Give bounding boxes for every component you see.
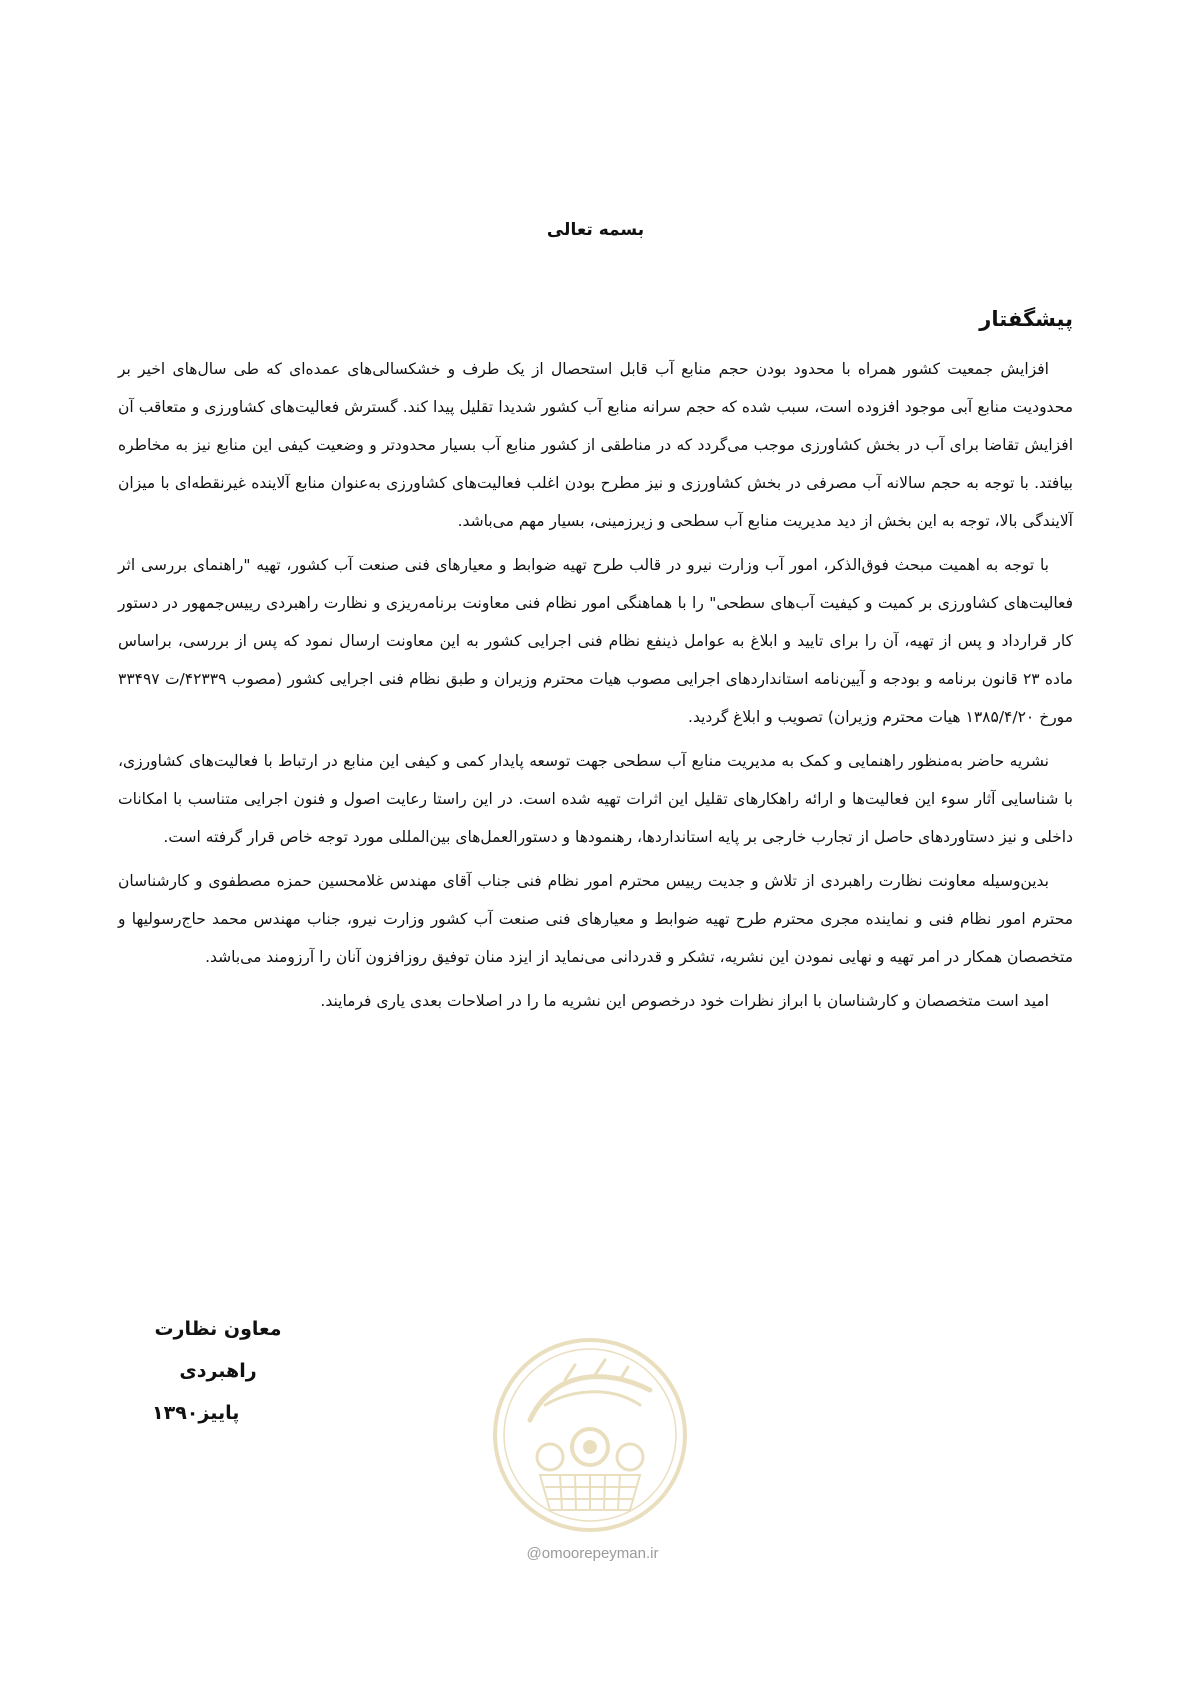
paragraph-2: با توجه به اهمیت مبحث فوق‌الذکر، امور آب وزارت نیرو در قالب طرح تهیه ضوابط و معیارهای فنی صنعت آب کشور، تهیه "راهنمای بررسی اثر فعالیت‌های کشاورزی بر کمیت و کیفیت آب‌های سطحی" را با هماهنگی امور نظام فنی معاونت برنامه‌ریزی و نظارت راهبردی رییس‌جمهور در دستور کار قرارداد و پس از تهیه، آن را برای تایید و ابلاغ به عوامل ذینفع نظام فنی اجرایی کشور به این معاونت ارسال نمود که پس از بررسی، براساس ماده ۲۳ قانون برنامه و بودجه و آیین‌نامه استانداردهای اجرایی مصوب هیات محترم وزیران و طبق نظام فنی اجرایی کشور (مصوب ۴۲۳۳۹/ت ۳۳۴۹۷ مورخ ۱۳۸۵/۴/۲۰ هیات محترم وزیران) تصویب و ابلاغ گردید. [118, 556, 1073, 726]
watermark-seal-logo [490, 1335, 690, 1535]
paragraph-5: امید است متخصصان و کارشناسان با ابراز نظرات خود درخصوص این نشریه ما را در اصلاحات بعدی یاری فرمایند. [320, 992, 1049, 1010]
signature-block [118, 1308, 318, 1434]
section-heading: پیشگفتار [979, 307, 1073, 331]
basmala-header: بسمه تعالی [546, 220, 645, 240]
paragraph-4: بدین‌وسیله معاونت نظارت راهبردی از تلاش و جدیت رییس محترم امور نظام فنی جناب آقای مهندس غلامحسین حمزه مصطفوی و کارشناسان محترم امور نظام فنی و نماینده مجری محترم طرح تهیه ضوابط و معیارهای فنی صنعت آب کشور وزارت نیرو، جناب مهندس محمد حاج‌رسولیها و متخصصان همکار در امر تهیه و نهایی نمودن این نشریه، تشکر و قدردانی می‌نماید از ایزد منان توفیق روزافزون آنان را آرزومند می‌باشد. [118, 872, 1073, 966]
paragraph-3: نشریه حاضر به‌منظور راهنمایی و کمک به مدیریت منابع آب سطحی جهت توسعه پایدار کمی و کیفی این منابع در ارتباط با فعالیت‌های کشاورزی، با شناسایی آثار سوء این فعالیت‌ها و ارائه راهکارهای تقلیل این اثرات تهیه شده است. در این راستا رعایت اصول و فنون اجرایی متناسب با امکانات داخلی و نیز دستاوردهای حاصل از تجارب خارجی بر پایه استانداردها، رهنمودها و دستورالعمل‌های بین‌المللی مورد توجه خاص قرار گرفته است. [118, 752, 1073, 846]
signature-date: پاییز۱۳۹۰ [152, 1402, 240, 1424]
signature-title: معاون نظارت راهبردی [154, 1318, 282, 1382]
watermark-url: @omoorepeyman.ir [526, 1545, 659, 1562]
paragraph-1: افزایش جمعیت کشور همراه با محدود بودن حجم منابع آب قابل استحصال از یک طرف و خشکسالی‌های عمده‌ای که طی سال‌های اخیر بر محدودیت منابع آبی موجود افزوده است، سبب شده که حجم سرانه منابع آب کشور شدیدا تقلیل پیدا کند. گسترش فعالیت‌های کشاورزی و متعاقب آن افزایش تقاضا برای آب در بخش کشاورزی موجب می‌گردد که در مناطقی از کشور منابع آب بسیار محدودتر و وضعیت کیفی این منابع نیز به مخاطره بیافتد. با توجه به حجم سالانه آب مصرفی در بخش کشاورزی و نیز مطرح بودن اغلب فعالیت‌های کشاورزی به‌عنوان منابع آلاینده غیرنقطه‌ای با میزان آلایندگی بالا، توجه به این بخش از دید مدیریت منابع آب سطحی و زیرزمینی، بسیار مهم می‌باشد. [118, 360, 1073, 530]
foreword-body [118, 350, 1073, 1026]
